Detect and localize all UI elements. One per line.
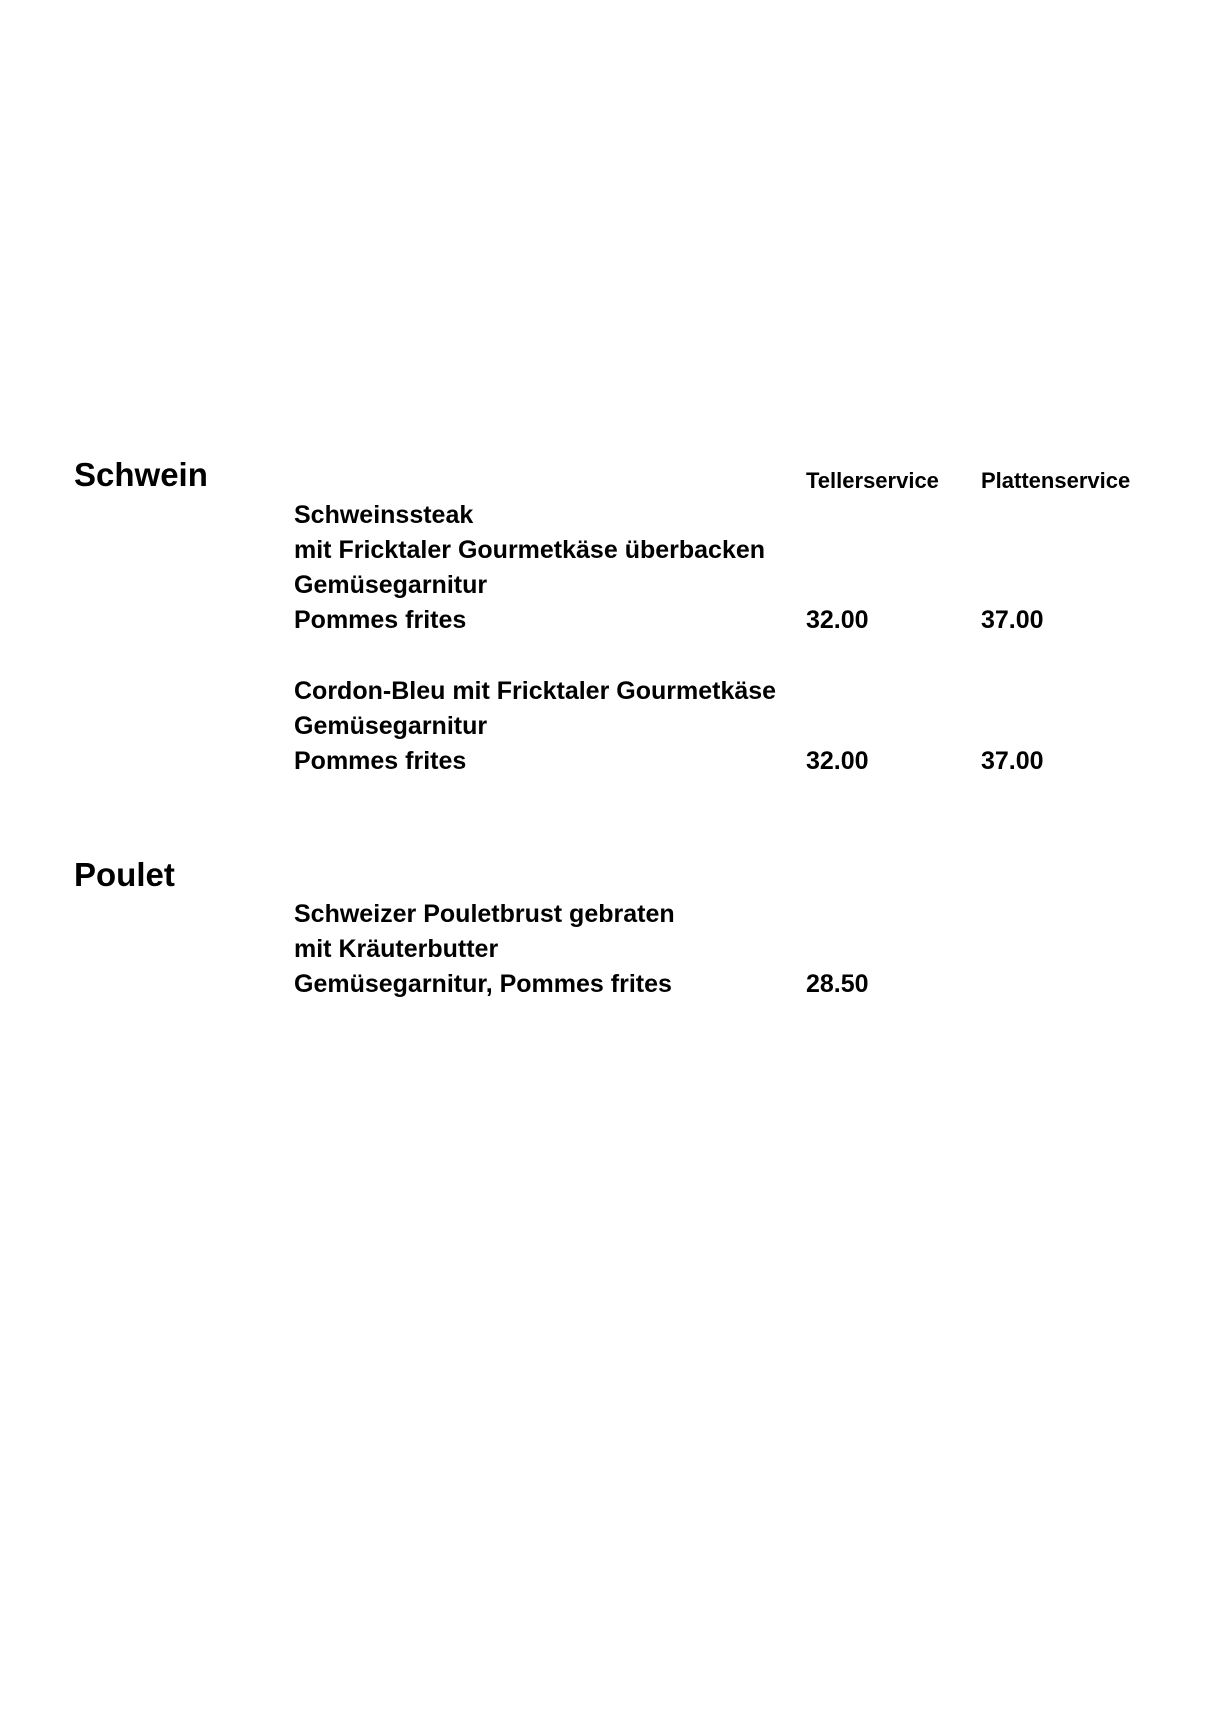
dish-schweinssteak	[294, 498, 1044, 638]
dish-line-last	[294, 744, 1044, 779]
dish-line-last	[294, 967, 1034, 1002]
dish-line: Cordon-Bleu mit Fricktaler Gourmetkäse	[294, 677, 777, 705]
price-tellerservice: 28.50	[806, 970, 869, 998]
section-title-poulet: Poulet	[74, 856, 175, 893]
price-plattenservice: 37.00	[981, 747, 1044, 775]
dish-line-last	[294, 603, 1044, 638]
dish-line-text: Pommes frites	[294, 747, 467, 775]
dish-line: mit Kräuterbutter	[294, 935, 499, 963]
price-tellerservice: 32.00	[806, 747, 869, 775]
price-tellerservice: 32.00	[806, 606, 869, 634]
dish-line: Gemüsegarnitur	[294, 571, 488, 599]
column-header-tellerservice: Tellerservice	[806, 468, 939, 493]
dish-line: Schweinssteak	[294, 501, 474, 529]
dish-line-text: Pommes frites	[294, 606, 467, 634]
dish-line: Gemüsegarnitur	[294, 712, 488, 740]
dish-line-text: Gemüsegarnitur, Pommes frites	[294, 970, 672, 998]
section-title-schwein: Schwein	[74, 456, 208, 493]
column-header-plattenservice: Plattenservice	[981, 468, 1131, 493]
dish-pouletbrust	[294, 897, 1034, 1002]
dish-line: Schweizer Pouletbrust gebraten	[294, 900, 675, 928]
dish-cordon-bleu	[294, 674, 1044, 779]
price-plattenservice: 37.00	[981, 606, 1044, 634]
dish-line: mit Fricktaler Gourmetkäse überbacken	[294, 536, 766, 564]
